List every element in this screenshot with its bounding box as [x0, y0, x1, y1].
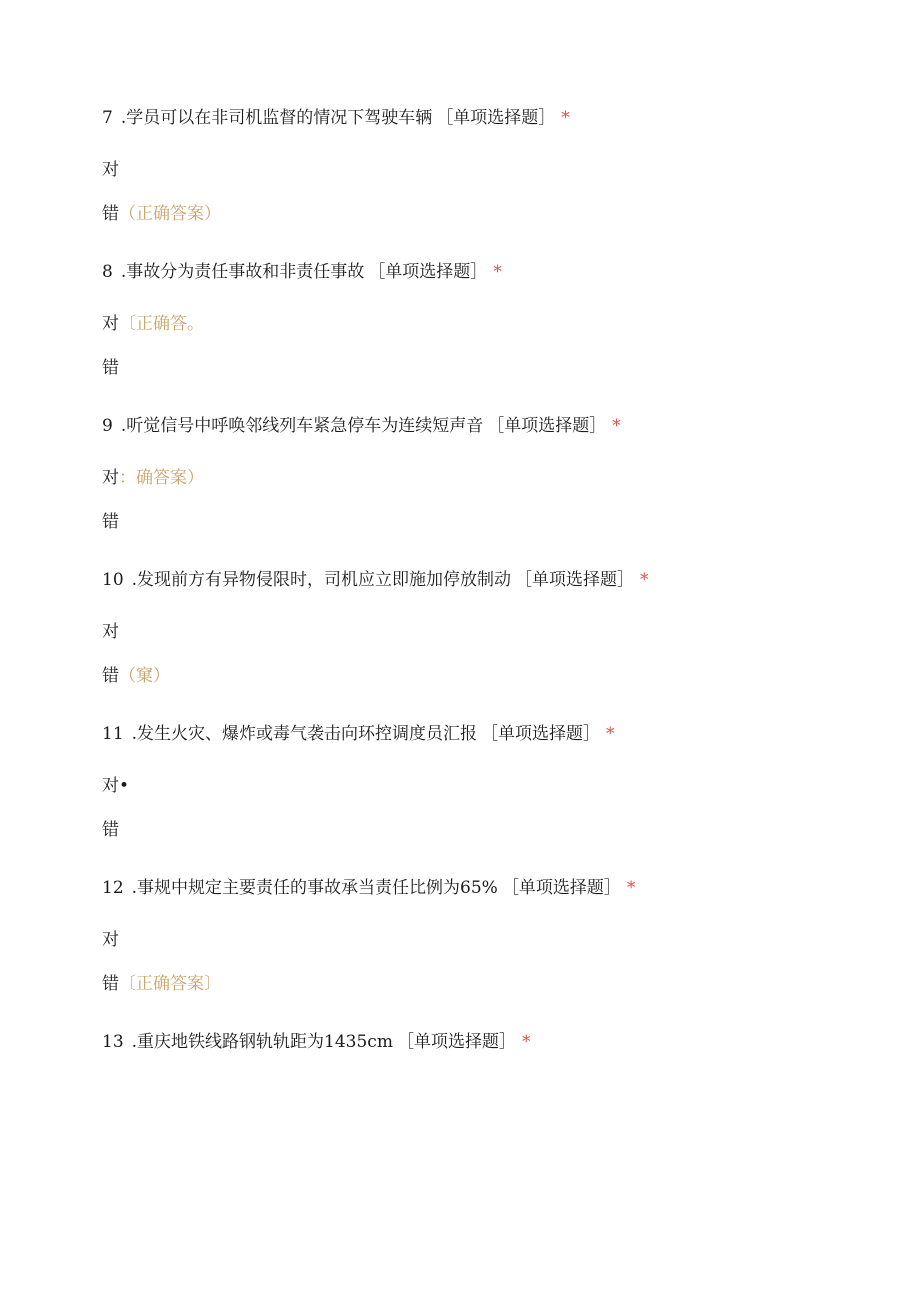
question-11 [102, 723, 615, 745]
option-a[interactable] [102, 929, 119, 951]
question-number: 10 [102, 570, 124, 590]
option-label: 错 [102, 666, 119, 686]
required-mark: * [561, 108, 570, 128]
question-12 [102, 877, 635, 899]
question-dot: . [120, 262, 127, 282]
option-b[interactable] [102, 357, 119, 379]
question-text: 听觉信号中呼唤邻线列车紧急停车为连续短声音 [126, 416, 484, 436]
question-type: ［单项选择题］ [436, 108, 556, 128]
question-text: 发生火灾、爆炸或毒气袭击向环控调度员汇报 [137, 724, 478, 744]
option-b[interactable] [102, 973, 221, 995]
option-label: 错 [102, 358, 119, 378]
option-b[interactable] [102, 203, 221, 225]
correct-answer-note: （窠） [119, 666, 170, 686]
option-label: 对 [102, 468, 119, 488]
question-text: 学员可以在非司机监督的情况下驾驶车辆 [126, 108, 433, 128]
question-type: ［单项选择题］ [481, 724, 601, 744]
question-8 [102, 261, 502, 283]
question-dot: . [120, 108, 127, 128]
question-dot: . [120, 416, 127, 436]
required-mark: * [493, 262, 502, 282]
option-a[interactable] [102, 775, 129, 797]
question-text: 事故分为责任事故和非责任事故 [126, 262, 365, 282]
correct-answer-note: 〔正确答案〕 [119, 974, 221, 994]
required-mark: * [640, 570, 649, 590]
question-13 [102, 1031, 530, 1053]
question-dot: . [131, 878, 138, 898]
question-type: ［单项选择题］ [368, 262, 488, 282]
question-dot: . [131, 1032, 138, 1052]
required-mark: * [626, 878, 636, 898]
option-b[interactable] [102, 819, 119, 841]
question-7 [102, 107, 570, 129]
question-dot: . [131, 570, 138, 590]
question-type: ［单项选择题］ [487, 416, 607, 436]
option-label: 对 [102, 930, 119, 950]
correct-answer-note: ：确答案） [119, 468, 204, 488]
correct-answer-note: 〔正确答。 [119, 314, 204, 334]
question-number: 13 [102, 1032, 124, 1052]
required-mark: * [606, 724, 615, 744]
question-type: ［单项选择题］ [396, 1032, 516, 1052]
option-a[interactable] [102, 467, 204, 489]
required-mark: * [612, 416, 621, 436]
correct-answer-note: （正确答案） [119, 204, 221, 224]
option-label: 错 [102, 204, 119, 224]
question-10 [102, 569, 649, 591]
question-dot: . [131, 724, 138, 744]
question-number: 11 [102, 724, 124, 744]
question-number: 7 [102, 108, 113, 128]
option-label: 错 [102, 974, 119, 994]
option-label: 对 [102, 314, 119, 334]
question-text: 事规中规定主要责任的事故承当责任比例为65% [137, 878, 498, 898]
option-a[interactable] [102, 159, 119, 181]
option-b[interactable] [102, 511, 119, 533]
option-label: 对 [102, 622, 119, 642]
question-number: 8 [102, 262, 113, 282]
question-text: 重庆地铁线路钢轨轨距为1435cm [137, 1032, 393, 1052]
option-label: 对 [102, 160, 119, 180]
question-type: ［单项选择题］ [515, 570, 635, 590]
option-a[interactable] [102, 621, 119, 643]
option-label: 错 [102, 512, 119, 532]
question-9 [102, 415, 621, 437]
question-text: 发现前方有异物侵限时，司机应立即施加停放制动 [137, 570, 512, 590]
option-a[interactable] [102, 313, 204, 335]
option-b[interactable] [102, 665, 170, 687]
required-mark: * [521, 1032, 531, 1052]
option-label: 错 [102, 820, 119, 840]
question-number: 12 [102, 878, 124, 898]
question-number: 9 [102, 416, 113, 436]
question-type: ［单项选择题］ [501, 878, 621, 898]
option-label: 对• [102, 776, 130, 796]
